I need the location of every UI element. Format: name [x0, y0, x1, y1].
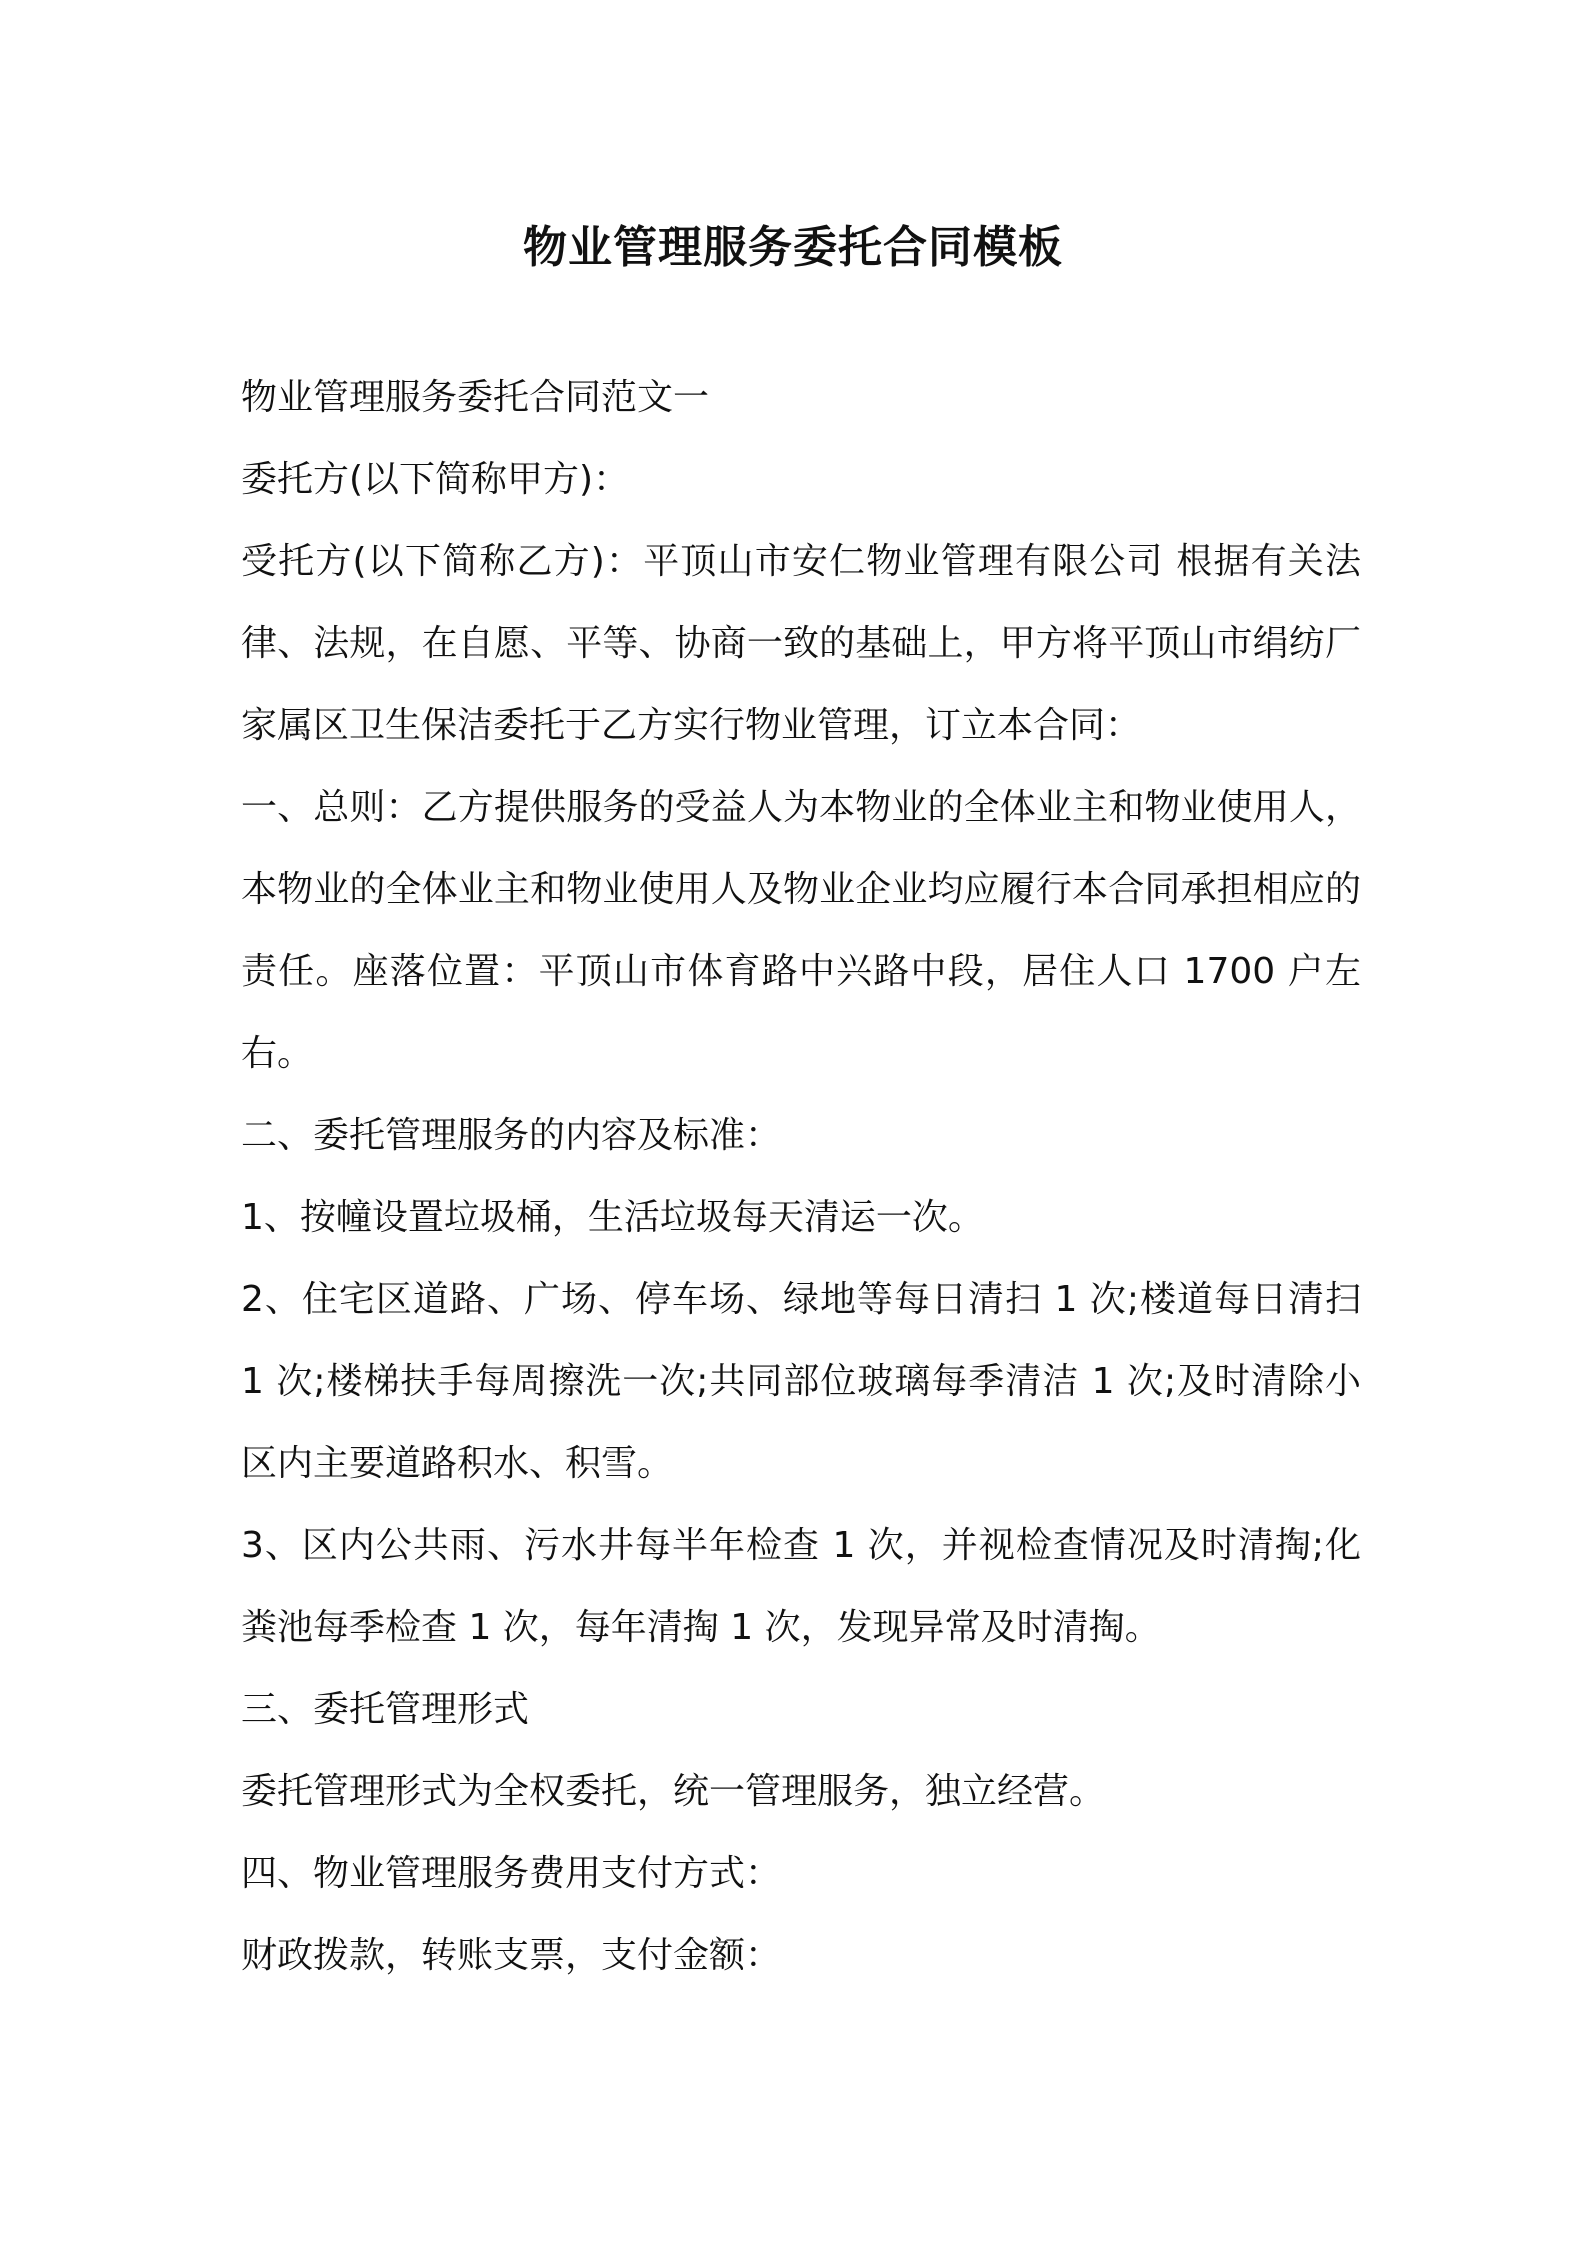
paragraph-item-2: 2、住宅区道路、广场、停车场、绿地等每日清扫 1 次;楼道每日清扫 1 次;楼梯扶手每周擦洗一次;共同部位玻璃每季清洁 1 次;及时清除小区内主要道路积水、积雪。 [241, 1279, 1361, 1484]
document-title: 物业管理服务委托合同模板 [523, 222, 1063, 273]
paragraph-section-4-heading: 四、物业管理服务费用支付方式： [241, 1853, 782, 1894]
paragraph-section-3-heading: 三、委托管理形式 [241, 1689, 530, 1730]
paragraph-section-4-content: 财政拨款，转账支票，支付金额： [241, 1935, 782, 1976]
paragraph-section-2-heading: 二、委托管理服务的内容及标准： [241, 1115, 782, 1156]
paragraph-general: 一、总则：乙方提供服务的受益人为本物业的全体业主和物业使用人，本物业的全体业主和物业使用人及物业企业均应履行本合同承担相应的责任。座落位置：平顶山市体育路中兴路中段，居住人口 1700 户左右。 [241, 787, 1361, 1074]
paragraph-subtitle: 物业管理服务委托合同范文一 [241, 377, 710, 418]
paragraph-item-1: 1、按幢设置垃圾桶，生活垃圾每天清运一次。 [241, 1197, 984, 1238]
paragraph-section-3-content: 委托管理形式为全权委托，统一管理服务，独立经营。 [241, 1771, 1106, 1812]
paragraph-party-a: 委托方(以下简称甲方)： [241, 459, 630, 500]
document-body [241, 357, 1361, 1997]
paragraph-item-3: 3、区内公共雨、污水井每半年检查 1 次，并视检查情况及时清掏;化粪池每季检查 1 次，每年清掏 1 次，发现异常及时清掏。 [241, 1525, 1361, 1648]
paragraph-party-b: 受托方(以下简称乙方)：平顶山市安仁物业管理有限公司 根据有关法律、法规，在自愿、平等、协商一致的基础上，甲方将平顶山市绢纺厂家属区卫生保洁委托于乙方实行物业管理，订立本合同： [241, 541, 1361, 746]
